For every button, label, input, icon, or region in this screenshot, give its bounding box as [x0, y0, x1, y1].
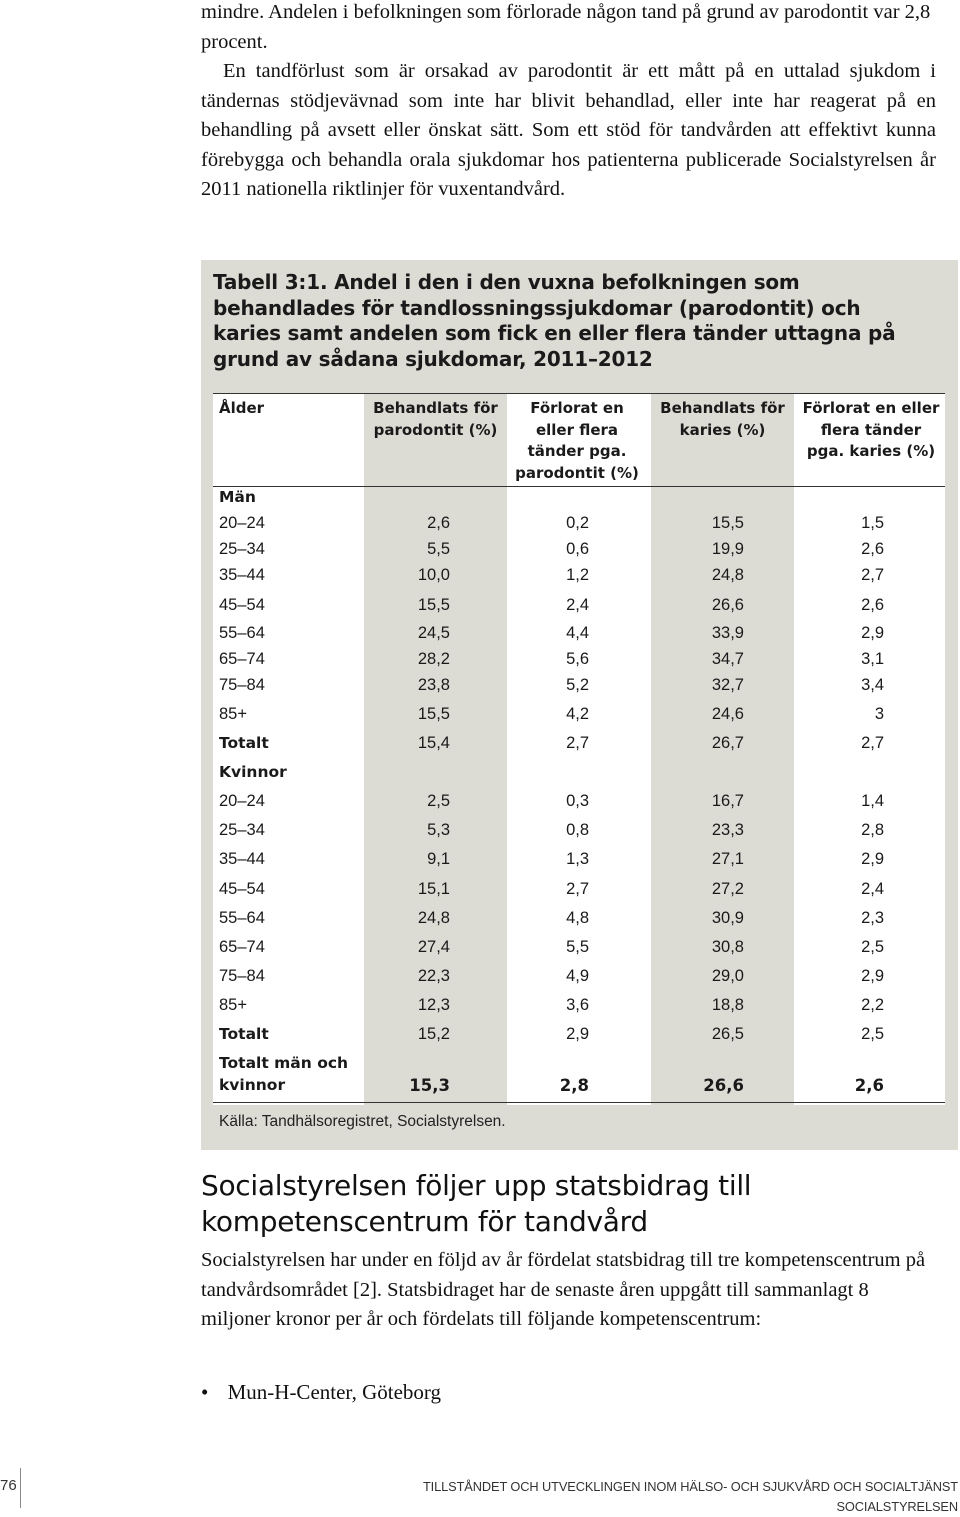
- grand-total-c4: 2,6: [854, 1076, 884, 1095]
- header-treated-karies: Behandlats för karies (%): [660, 399, 785, 439]
- cell-c1: 15,4: [417, 734, 450, 752]
- cell-c1: 5,3: [427, 821, 450, 839]
- table-row: [213, 540, 945, 564]
- row-age: Totalt: [219, 1025, 269, 1043]
- cell-c2: 1,3: [566, 850, 589, 868]
- cell-c3: 18,8: [711, 996, 744, 1014]
- cell-c1: 23,8: [417, 676, 450, 694]
- row-age: 35–44: [219, 566, 265, 584]
- cell-c1: 27,4: [417, 938, 450, 956]
- bullet-list-item: [201, 1380, 441, 1405]
- table-row: [213, 938, 945, 962]
- cell-c4: 3,1: [861, 650, 884, 668]
- section-paragraph: Socialstyrelsen har under en följd av år fördelat statsbidrag till tre kompetenscentrum på tandvårdsområdet [2]. Statsbidraget har de senaste åren uppgått till sammanlagt 8 miljoner kronor per år och fördelats till följande kompetenscentrum:: [201, 1249, 926, 1330]
- cell-c4: 2,6: [861, 596, 884, 614]
- cell-c1: 2,6: [427, 514, 450, 532]
- cell-c2: 0,6: [566, 540, 589, 558]
- intro-paragraph-1: mindre. Andelen i befolkningen som förlorade någon tand på grund av parodontit var 2,8 procent.: [201, 1, 931, 53]
- cell-c1: 10,0: [417, 566, 450, 584]
- row-age: 75–84: [219, 967, 265, 985]
- cell-c3: 26,6: [711, 596, 744, 614]
- cell-c4: 2,8: [861, 821, 884, 839]
- row-age: 65–74: [219, 938, 265, 956]
- cell-c4: 1,4: [861, 792, 884, 810]
- cell-c4: 2,7: [861, 566, 884, 584]
- cell-c4: 2,2: [861, 996, 884, 1014]
- table-bottom-rule: [213, 1102, 945, 1103]
- cell-c3: 32,7: [711, 676, 744, 694]
- cell-c2: 4,9: [566, 967, 589, 985]
- table-row: [213, 996, 945, 1020]
- row-age: 20–24: [219, 514, 265, 532]
- cell-c2: 1,2: [566, 566, 589, 584]
- cell-c4: 2,5: [861, 1025, 884, 1043]
- row-age: 85+: [219, 996, 247, 1014]
- table-row: [213, 566, 945, 590]
- cell-c4: 2,6: [861, 540, 884, 558]
- footer-line-1: TILLSTÅNDET OCH UTVECKLINGEN INOM HÄLSO- OCH SJUKVÅRD OCH SOCIALTJÄNST: [422, 1479, 958, 1494]
- row-age: 55–64: [219, 909, 265, 927]
- table-row-grand-total: [213, 1054, 945, 1100]
- cell-c2: 0,3: [566, 792, 589, 810]
- row-age: Totalt: [219, 734, 269, 752]
- data-table: [213, 393, 945, 1105]
- cell-c2: 4,4: [566, 624, 589, 642]
- cell-c3: 23,3: [711, 821, 744, 839]
- table-row: [213, 734, 945, 758]
- header-lost-teeth-parodontit: Förlorat en eller flera tänder pga. parodontit (%): [515, 399, 639, 482]
- table-source: Källa: Tandhälsoregistret, Socialstyrelsen.: [219, 1113, 506, 1130]
- cell-c3: 29,0: [711, 967, 744, 985]
- table-row: [213, 596, 945, 620]
- cell-c4: 2,4: [861, 880, 884, 898]
- cell-c3: 30,8: [711, 938, 744, 956]
- cell-c4: 2,5: [861, 938, 884, 956]
- table-row: [213, 909, 945, 933]
- row-age: 20–24: [219, 792, 265, 810]
- row-age: 25–34: [219, 540, 265, 558]
- grand-total-label-line2: kvinnor: [219, 1076, 286, 1094]
- table-top-rule: [213, 393, 945, 394]
- grand-total-c2: 2,8: [559, 1076, 589, 1095]
- cell-c1: 15,1: [417, 880, 450, 898]
- cell-c3: 27,2: [711, 880, 744, 898]
- table-row: [213, 676, 945, 700]
- cell-c2: 0,2: [566, 514, 589, 532]
- bullet-icon: •: [201, 1380, 209, 1404]
- table-row: [213, 624, 945, 648]
- cell-c2: 5,5: [566, 938, 589, 956]
- cell-c2: 2,4: [566, 596, 589, 614]
- cell-c3: 34,7: [711, 650, 744, 668]
- page-number: 76: [0, 1477, 17, 1494]
- grand-total-label-line1: Totalt män och: [219, 1054, 349, 1072]
- row-age: 35–44: [219, 850, 265, 868]
- cell-c2: 5,2: [566, 676, 589, 694]
- table-title: Tabell 3:1. Andel i den i den vuxna befolkningen som behandlades för tandlossningssjukdomar (parodontit) och karies samt andelen som fick en eller flera tänder uttagna på grund av sådana sjukdomar, 2011–2012: [213, 270, 896, 371]
- section-label: Kvinnor: [219, 763, 287, 781]
- running-footer: [358, 1477, 958, 1517]
- cell-c1: 15,5: [417, 705, 450, 723]
- bullet-text: Mun-H-Center, Göteborg: [227, 1380, 442, 1404]
- cell-c4: 2,9: [861, 967, 884, 985]
- cell-c1: 2,5: [427, 792, 450, 810]
- cell-c4: 3: [874, 705, 884, 723]
- header-treated-parodontit: Behandlats för parodontit (%): [373, 399, 498, 439]
- cell-c4: 1,5: [861, 514, 884, 532]
- cell-c3: 26,7: [711, 734, 744, 752]
- cell-c2: 0,8: [566, 821, 589, 839]
- cell-c4: 2,9: [861, 624, 884, 642]
- cell-c2: 2,7: [566, 880, 589, 898]
- cell-c3: 27,1: [711, 850, 744, 868]
- footer-line-2: SOCIALSTYRELSEN: [836, 1499, 958, 1514]
- footer-divider: [20, 1468, 21, 1508]
- header-lost-teeth-karies: Förlorat en eller flera tänder pga. karies (%): [802, 399, 940, 460]
- cell-c4: 3,4: [861, 676, 884, 694]
- row-age: 45–54: [219, 880, 265, 898]
- row-age: 75–84: [219, 676, 265, 694]
- cell-c1: 9,1: [427, 850, 450, 868]
- cell-c1: 24,5: [417, 624, 450, 642]
- cell-c1: 15,2: [417, 1025, 450, 1043]
- cell-c4: 2,7: [861, 734, 884, 752]
- cell-c3: 33,9: [711, 624, 744, 642]
- cell-c3: 24,8: [711, 566, 744, 584]
- table-row: [213, 705, 945, 729]
- cell-c2: 2,9: [566, 1025, 589, 1043]
- table-row: [213, 650, 945, 674]
- cell-c3: 26,5: [711, 1025, 744, 1043]
- row-age: 55–64: [219, 624, 265, 642]
- cell-c3: 30,9: [711, 909, 744, 927]
- cell-c3: 24,6: [711, 705, 744, 723]
- header-age: Ålder: [219, 399, 265, 417]
- row-age: 85+: [219, 705, 247, 723]
- cell-c3: 19,9: [711, 540, 744, 558]
- cell-c4: 2,9: [861, 850, 884, 868]
- table-row: [213, 880, 945, 904]
- row-age: 65–74: [219, 650, 265, 668]
- row-age: 45–54: [219, 596, 265, 614]
- cell-c1: 5,5: [427, 540, 450, 558]
- table-row: [213, 792, 945, 816]
- cell-c2: 5,6: [566, 650, 589, 668]
- cell-c1: 28,2: [417, 650, 450, 668]
- cell-c3: 15,5: [711, 514, 744, 532]
- intro-paragraph-2: En tandförlust som är orsakad av parodontit är ett mått på en uttalad sjukdom i tändernas stödjevävnad som inte har blivit behandlad, eller inte har reagerat på en behandling på avsett eller önskat sätt. Som ett stöd för tandvården att effektivt kunna förebygga och behandla orala sjukdomar hos patienterna publicerade Socialstyrelsen år 2011 nationella riktlinjer för vuxentandvård.: [201, 60, 936, 200]
- row-age: 25–34: [219, 821, 265, 839]
- cell-c2: 3,6: [566, 996, 589, 1014]
- cell-c1: 15,5: [417, 596, 450, 614]
- cell-c1: 12,3: [417, 996, 450, 1014]
- table-row: [213, 967, 945, 991]
- table-row: [213, 821, 945, 845]
- section-heading: Socialstyrelsen följer upp statsbidrag till kompetenscentrum för tandvård: [201, 1169, 752, 1238]
- table-row: [213, 850, 945, 874]
- grand-total-c1: 15,3: [409, 1076, 450, 1095]
- table-row: [213, 514, 945, 538]
- table-row: [213, 1025, 945, 1049]
- cell-c1: 24,8: [417, 909, 450, 927]
- cell-c4: 2,3: [861, 909, 884, 927]
- cell-c1: 22,3: [417, 967, 450, 985]
- cell-c2: 4,8: [566, 909, 589, 927]
- grand-total-c3: 26,6: [703, 1076, 744, 1095]
- cell-c2: 2,7: [566, 734, 589, 752]
- table-header-rule: [213, 486, 945, 487]
- section-label: Män: [219, 488, 256, 506]
- cell-c3: 16,7: [711, 792, 744, 810]
- cell-c2: 4,2: [566, 705, 589, 723]
